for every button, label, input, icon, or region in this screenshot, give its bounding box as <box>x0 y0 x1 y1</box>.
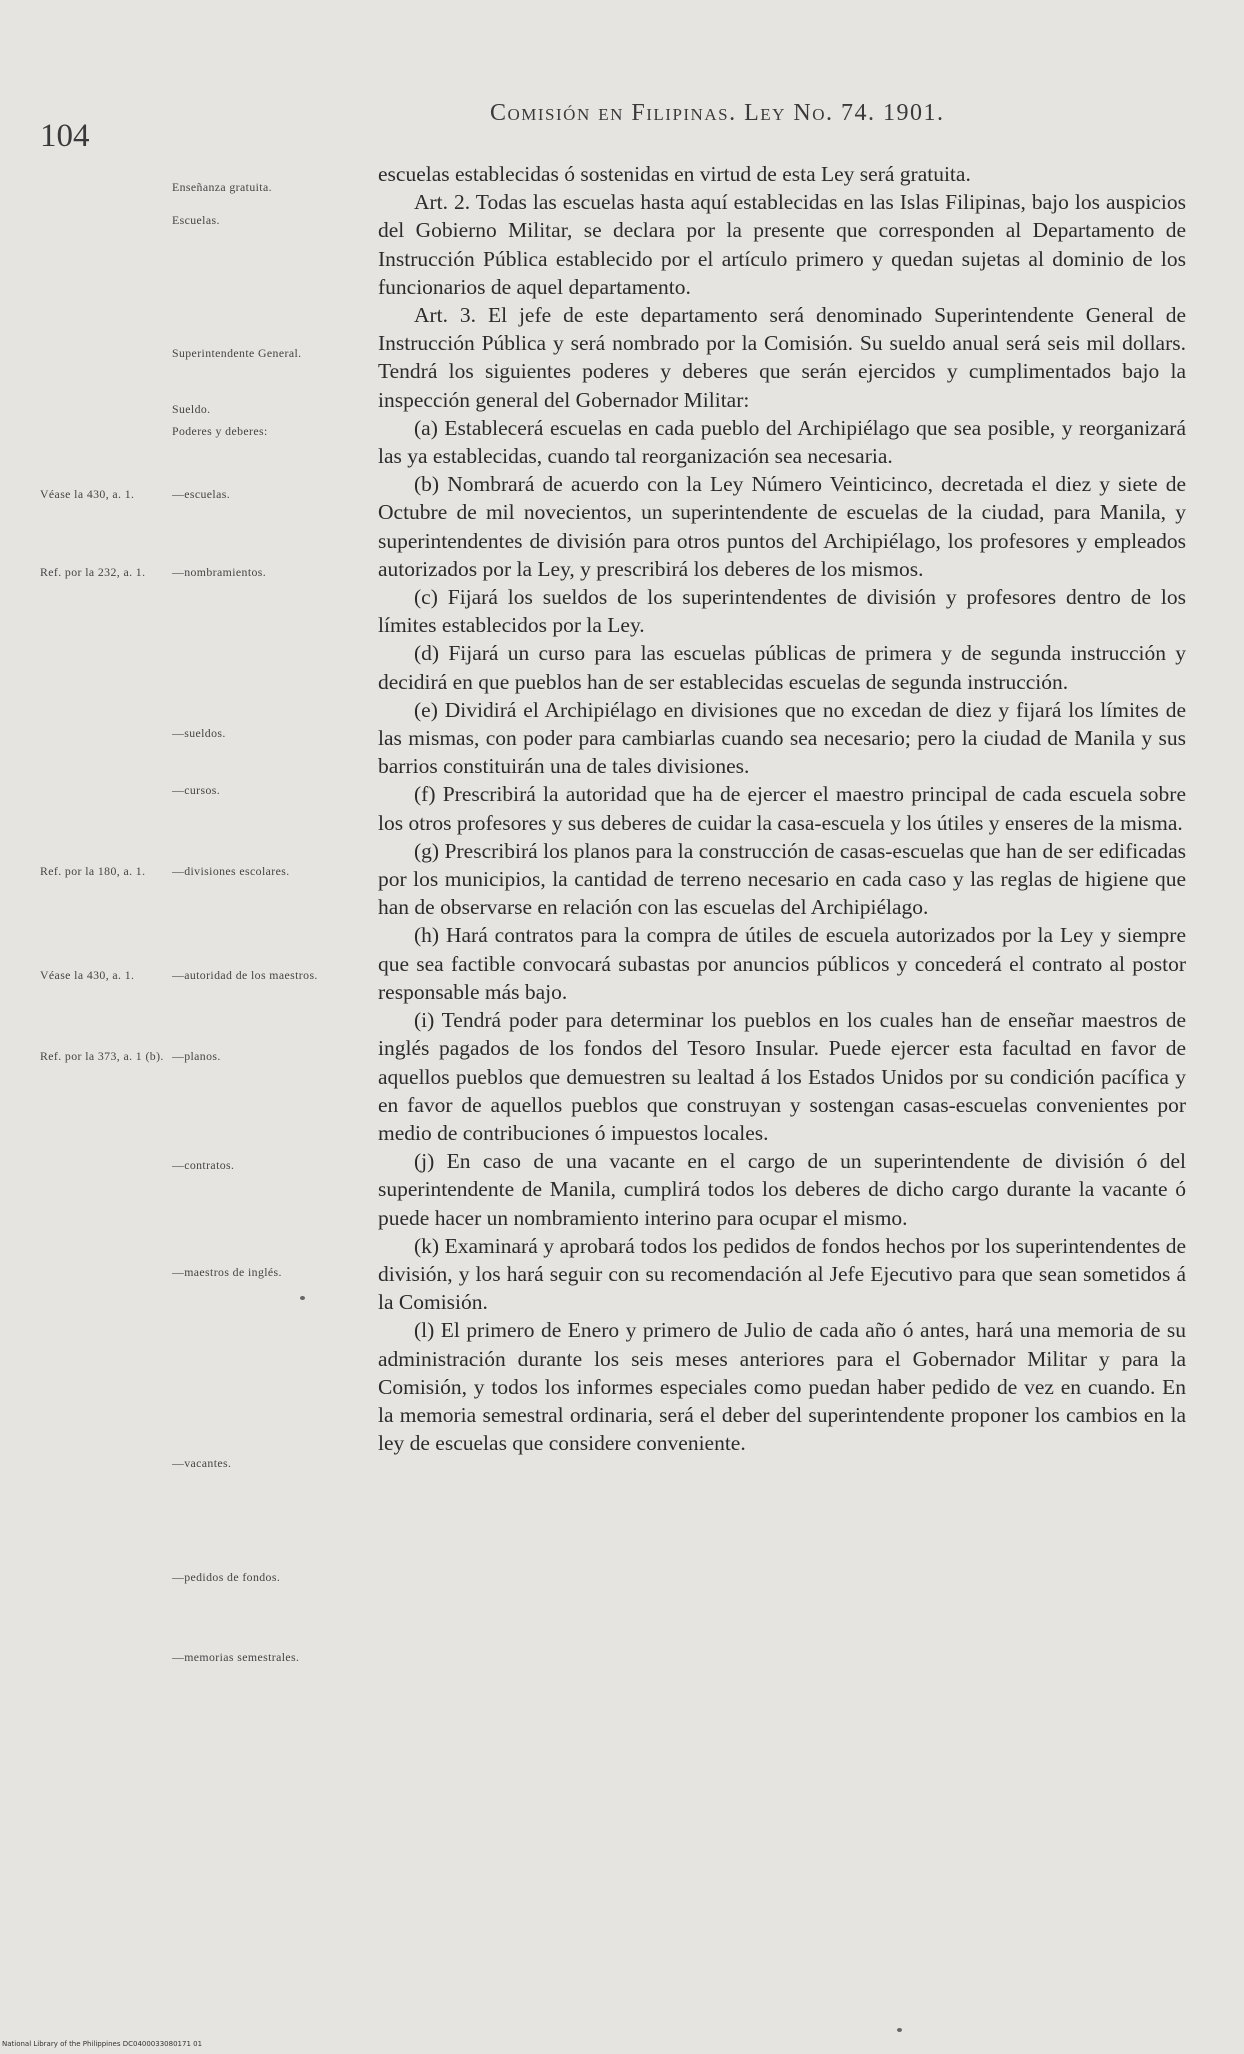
paragraph-h: (h) Hará contratos para la compra de útiles de escuela autorizados por la Ley y siempre que sea factible convocará subastas por anuncios públicos y concederá el contrato al postor responsable más bajo. <box>378 923 1186 1004</box>
side-note: —autoridad de los maestros. <box>172 968 318 982</box>
side-note: —sueldos. <box>172 726 226 740</box>
paragraph-art-2: Art. 2. Todas las escuelas hasta aquí establecidas en las Islas Filipinas, bajo los auspicios del Gobierno Militar, se declara por la presente que corresponden al Departamento de Instrucción Pública establecido por el artículo primero y quedan sujetas al dominio de los funcionarios de aquel departamento. <box>378 190 1186 299</box>
body-text <box>378 160 1186 1457</box>
paragraph-e: (e) Dividirá el Archipiélago en divisiones que no excedan de diez y fijará los límites de las mismas, con poder para cambiarlas cuando sea necesario; pero la ciudad de Manila y sus barrios constituirán una de tales divisiones. <box>378 697 1186 779</box>
paragraph-i: (i) Tendrá poder para determinar los pueblos en los cuales han de enseñar maestros de inglés pagados de los fondos del Tesoro Insular. Puede ejercer esta facultad en favor de aquellos pueblos que demuestren su lealtad á los Estados Unidos por su condición pacífica y en favor de aquellos pueblos que construyan y sostengan casas-escuelas convenientes por medio de contribuciones ó impuestos locales. <box>378 1008 1186 1145</box>
side-note: —nombramientos. <box>172 565 267 579</box>
paragraph-k: (k) Examinará y aprobará todos los pedidos de fondos hechos por los superintendentes de división, y los hará seguir con su recomendación al Jefe Ejecutivo para que sean sometidos á la Comisión. <box>378 1233 1186 1315</box>
reference-note: Ref. por la 373, a. 1 (b). <box>40 1049 164 1063</box>
reference-note: Ref. por la 180, a. 1. <box>40 864 146 878</box>
side-note: —divisiones escolares. <box>172 864 290 878</box>
paragraph-f: (f) Prescribirá la autoridad que ha de ejercer el maestro principal de cada escuela sobre los otros profesores y sus deberes de cuidar la casa-escuela y los útiles y enseres de la misma. <box>378 782 1186 835</box>
reference-note: Véase la 430, a. 1. <box>40 968 135 982</box>
side-note: —escuelas. <box>172 487 231 501</box>
side-note: —maestros de inglés. <box>172 1265 282 1279</box>
paragraph-a: (a) Establecerá escuelas en cada pueblo del Archipiélago que sea posible, y reorganizará las ya establecidas, cuando tal reorganización sea necesaria. <box>378 415 1186 469</box>
side-note: Escuelas. <box>172 213 220 227</box>
side-note: —pedidos de fondos. <box>172 1570 281 1584</box>
side-note: Superintendente General. <box>172 346 302 360</box>
paragraph-l: (l) El primero de Enero y primero de Julio de cada año ó antes, hará una memoria de su administración durante los seis meses anteriores para el Gobernador Militar y para la Comisión, y todos los informes especiales como puedan haber pedido de vez en cuando. En la memoria semestral ordinaria, será el deber del superintendente proponer los cambios en la ley de escuelas que considere conveniente. <box>378 1318 1186 1456</box>
ink-speck <box>897 2028 902 2032</box>
side-note: —contratos. <box>172 1158 235 1172</box>
running-head: Comisión en Filipinas. Ley No. 74. 1901. <box>490 100 945 126</box>
reference-note: Ref. por la 232, a. 1. <box>40 565 146 579</box>
reference-note: Véase la 430, a. 1. <box>40 487 135 501</box>
paragraph-c: (c) Fijará los sueldos de los superintendentes de división y profesores dentro de los límites establecidos por la Ley. <box>378 585 1186 638</box>
paragraph: escuelas establecidas ó sostenidas en virtud de esta Ley será gratuita. <box>378 162 971 186</box>
page-number: 104 <box>40 118 90 154</box>
side-note: —cursos. <box>172 783 221 797</box>
side-note: Poderes y deberes: <box>172 424 268 438</box>
side-note: Enseñanza gratuita. <box>172 180 272 194</box>
paragraph-b: (b) Nombrará de acuerdo con la Ley Número Veinticinco, decretada el diez y siete de Octubre de mil novecientos, un superintendente de escuelas de la ciudad, para Manila, y superintendentes de división para otros puntos del Archipiélago, los profesores y empleados autorizados por la Ley, y prescribirá los deberes de los mismos. <box>378 472 1186 581</box>
paragraph-d: (d) Fijará un curso para las escuelas públicas de primera y de segunda instrucción y decidirá en que pueblos han de ser establecidas escuelas de segunda instrucción. <box>378 641 1186 694</box>
scan-footer: National Library of the Philippines DC0400033080171 01 <box>2 2040 203 2048</box>
paragraph-art-3: Art. 3. El jefe de este departamento será denominado Superintendente General de Instrucción Pública y será nombrado por la Comisión. Su sueldo anual será seis mil dollars. Tendrá los siguientes poderes y deberes que serán ejercidos y cumplimentados bajo la inspección general del Gobernador Militar: <box>378 303 1186 412</box>
side-note: —vacantes. <box>172 1456 232 1470</box>
paragraph-j: (j) En caso de una vacante en el cargo de un superintendente de división ó del superintendente de Manila, cumplirá todos los deberes de dicho cargo durante la vacante ó puede hacer un nombramiento interino para ocupar el mismo. <box>378 1149 1186 1230</box>
side-note: —planos. <box>172 1049 221 1063</box>
side-note: Sueldo. <box>172 402 211 416</box>
side-note: —memorias semestrales. <box>172 1650 300 1664</box>
paragraph-g: (g) Prescribirá los planos para la construcción de casas-escuelas que han de ser edificadas por los municipios, la cantidad de terreno necesario en cada caso y las reglas de higiene que han de observarse en relación con las escuelas del Archipiélago. <box>378 838 1186 920</box>
ink-speck <box>300 1296 305 1300</box>
